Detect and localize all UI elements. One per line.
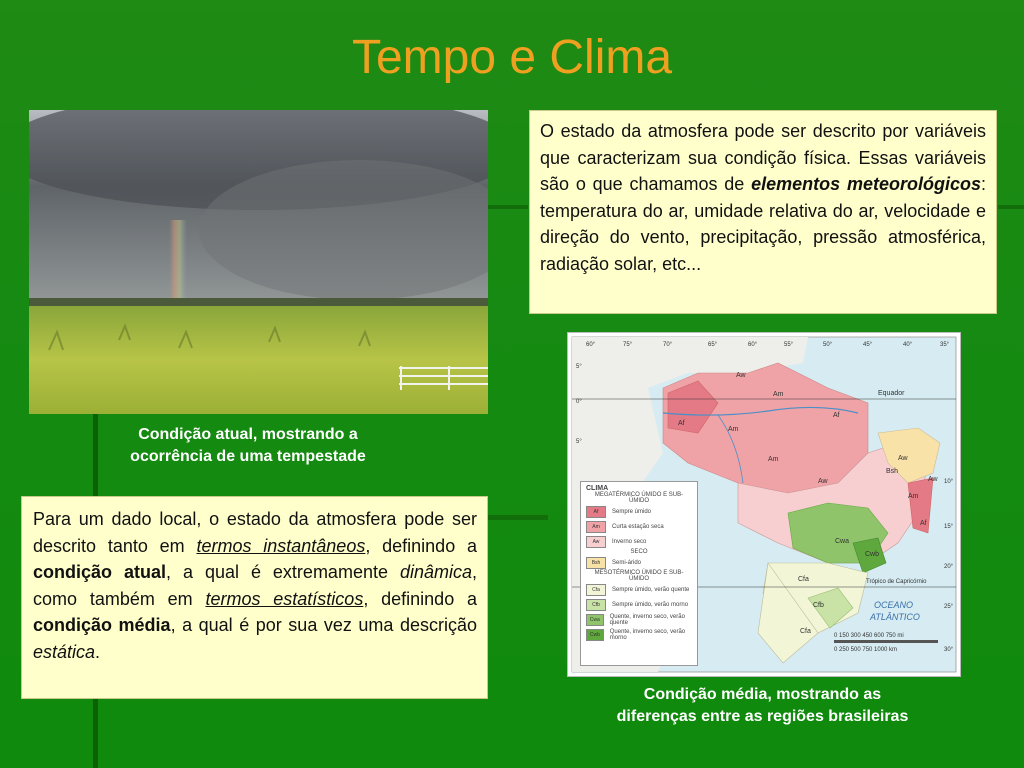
lat-tick: 5° (576, 439, 582, 445)
lon-tick: 50° (823, 342, 833, 348)
explanation-strong: condição média (33, 615, 171, 635)
explanation-textbox (21, 496, 488, 699)
legend-label: Quente, inverno seco, verão quente (609, 613, 685, 626)
legend-swatch: Bsh (586, 557, 606, 569)
lat-tick: 10° (944, 479, 954, 485)
definition-textbox (529, 110, 997, 314)
photo-caption-line: Condição atual, mostrando a (138, 426, 358, 443)
legend-item (586, 555, 692, 570)
legend-item (586, 627, 692, 642)
region-code-label: Cfa (798, 576, 809, 583)
explanation-text: Para um dado local, o estado da atmosfera pode ser descrito tanto em (33, 509, 477, 556)
ocean-label: OCEANO (874, 600, 914, 610)
legend-group-title: MEGATÉRMICO ÚMIDO E SUB-ÚMIDO (594, 492, 684, 504)
explanation-text: , a qual é por sua vez uma descrição (170, 615, 477, 635)
definition-text: O estado da atmosfera pode ser descrito por variáveis que caracterizam sua condição física. Essas variáveis são o que chamamos de (540, 121, 986, 194)
legend-item (586, 597, 692, 612)
map-caption-line: diferenças entre as regiões brasileiras (616, 708, 909, 725)
legend-label: Quente, inverno seco, verão morno (609, 628, 686, 641)
lon-tick: 65° (708, 342, 718, 348)
lon-tick: 60° (748, 342, 758, 348)
region-code-label: Aw (818, 478, 828, 485)
region-code-label: Cwb (865, 551, 880, 558)
legend-label: Inverno seco (612, 538, 647, 545)
legend-swatch: Cwa (586, 614, 604, 626)
legend-swatch: Cwb (586, 629, 604, 641)
photo-caption-line: ocorrência de uma tempestade (130, 448, 366, 465)
region-code-label: Aw (898, 455, 908, 462)
region-code-label: Bsh (886, 468, 899, 475)
explanation-text: , como também em (33, 562, 478, 609)
legend-swatch: Cfb (586, 599, 606, 611)
scale-mi-label: 0 150 300 450 600 750 mi (834, 633, 904, 639)
ocean-label: ATLÂNTICO (870, 612, 920, 622)
explanation-emphasis: dinâmica (399, 562, 472, 582)
lon-tick: 55° (784, 342, 794, 348)
lat-tick: 20° (944, 564, 954, 570)
legend-label: Sempre úmido, verão morno (612, 601, 689, 608)
explanation-text: , a qual é extremamente (166, 562, 400, 582)
map-caption-line: Condição média, mostrando as (643, 686, 882, 703)
lat-tick: 15° (944, 524, 954, 530)
region-code-label: Cfa (800, 628, 811, 635)
legend-label: Curta estação seca (612, 523, 664, 530)
legend-item (586, 612, 692, 627)
equator-label: Equador (878, 390, 905, 397)
legend-label: Sempre úmido, verão quente (612, 586, 690, 593)
lat-tick: 25° (944, 604, 954, 610)
explanation-strong: condição atual (33, 562, 166, 582)
lat-tick: 0° (576, 399, 582, 405)
legend-swatch: Am (586, 521, 606, 533)
legend-group-title: MESOTÉRMICO ÚMIDO E SUB-ÚMIDO (594, 570, 684, 582)
legend-swatch: Aw (586, 536, 606, 548)
legend-item (586, 534, 692, 549)
explanation-text: , definindo a (365, 535, 478, 556)
climate-map (567, 332, 961, 677)
legend-swatch: Cfa (586, 584, 606, 596)
region-code-label: Am (728, 426, 739, 433)
legend-group-title: SECO (630, 549, 648, 555)
region-code-label: Cfb (813, 602, 824, 609)
definition-emphasis: elementos meteorológicos (751, 174, 981, 194)
decorative-line (488, 515, 548, 520)
region-code-label: Af (920, 520, 927, 527)
legend-label: Semi-árido (612, 559, 642, 566)
map-legend (580, 481, 698, 666)
region-code-label: Am (768, 456, 779, 463)
definition-text: : temperatura do ar, umidade relativa do ar, velocidade e direção do vento, precipitação, pressão atmosférica, radiação solar, etc... (540, 174, 986, 274)
lon-tick: 60° (586, 342, 596, 348)
tropic-label: Trópico de Capricórnio (866, 579, 927, 585)
explanation-text: . (95, 641, 101, 662)
explanation-text: , definindo a (363, 588, 478, 609)
slide-title: Tempo e Clima (351, 31, 673, 84)
photo-caption (98, 424, 398, 468)
legend-label: Sempre úmido (612, 508, 652, 515)
decorative-line (998, 205, 1024, 209)
region-code-label: Am (773, 391, 784, 398)
region-code-label: Am (908, 493, 919, 500)
lon-tick: 35° (940, 342, 950, 348)
lat-tick: 5° (576, 364, 582, 370)
region-code-label: Af (833, 412, 840, 419)
region-code-label: Cwa (835, 538, 850, 545)
scale-km-label: 0 250 500 750 1000 km (834, 647, 898, 653)
lon-tick: 70° (663, 342, 673, 348)
legend-item (586, 504, 692, 519)
region-code-label: Aw (928, 476, 938, 483)
storm-photo (29, 110, 488, 414)
decorative-line (488, 205, 528, 209)
explanation-emphasis: termos instantâneos (196, 535, 366, 556)
legend-swatch: Af (586, 506, 606, 518)
legend-item (586, 582, 692, 597)
lon-tick: 45° (863, 342, 873, 348)
region-code-label: Aw (736, 372, 746, 379)
explanation-emphasis: estática (33, 641, 96, 662)
lon-tick: 40° (903, 342, 913, 348)
explanation-emphasis: termos estatísticos (205, 588, 364, 609)
lon-tick: 75° (623, 342, 633, 348)
lat-tick: 30° (944, 647, 954, 653)
region-code-label: Af (678, 420, 685, 427)
legend-title: CLIMA (586, 485, 609, 492)
legend-item (586, 519, 692, 534)
map-caption (560, 684, 965, 728)
